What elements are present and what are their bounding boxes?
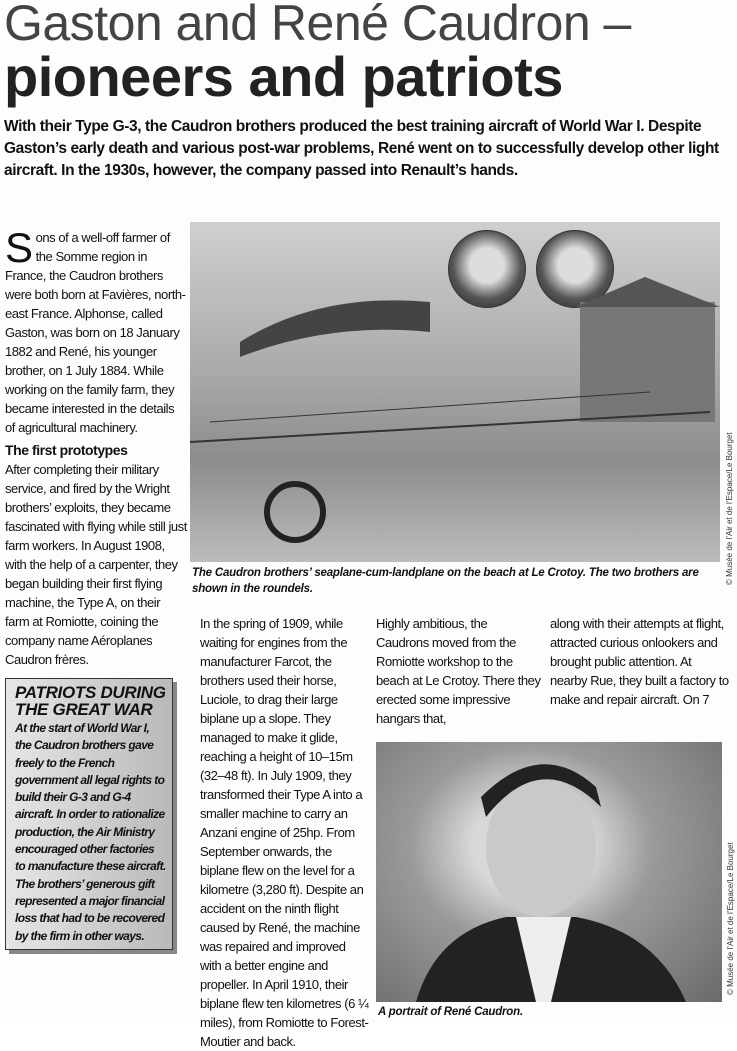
drop-cap: S [5, 224, 33, 271]
sidebar-heading: PATRIOTS DURING THE GREAT WAR [15, 683, 166, 719]
photo-credit-1: © Musée de l’Air et de l’Espace/Le Bourget [725, 432, 734, 585]
column-1 [5, 224, 187, 669]
title-line-2: pioneers and patriots [4, 45, 563, 108]
rene-portrait-photo [376, 742, 722, 1002]
title-line-1: Gaston and René Caudron – [4, 0, 631, 51]
photo-caption-2: A portrait of René Caudron. [378, 1006, 523, 1018]
column-2: In the spring of 1909, while waiting for engines from the manufacturer Farcot, the brothers used their horse, Luciole, to drag their large biplane up a slope. They managed to make it glide, reaching a height of 10–15m (32–48 ft). In July 1909, they transformed their Type A into a smaller machine to carry an Anzani engine of 25hp. From September onwards, the biplane flew on the level for a kilometre (3,280 ft). Despite an accident on the ninth flight caused by René, the machine was repaired and improved with a better engine and propeller. In April 1910, their biplane flew ten kilometres (6 ¼ miles), from Romiotte to Forest-Moutier and back. [200, 616, 369, 1049]
paragraph-2: After completing their military service, and fired by the Wright brothers’ exploits, they became fascinated with flying while still just farm workers. In August 1908, with the help of a carpenter, they began building their first flying machine, the Type A, on their farm at Romiotte, coining the company name Aéroplanes Caudron frères. [5, 462, 187, 667]
photo-credit-2: © Musée de l’Air et de l’Espace/Le Bourget [726, 842, 735, 995]
photo-caption-1: The Caudron brothers’ seaplane-cum-landplane on the beach at Le Crotoy. The two brothers are shown in the roundels. [192, 567, 699, 595]
intro-paragraph: With their Type G-3, the Caudron brothers produced the best training aircraft of World War I. Despite Gaston’s early death and various post-war problems, René went on to successfully develop other light aircraft. In the 1930s, however, the company passed into Renault’s hands. [4, 118, 719, 179]
column-3: Highly ambitious, the Caudrons moved from the Romiotte workshop to the beach at Le Crotoy. There they erected some impressive hangars that, [376, 616, 541, 726]
paragraph-1: ons of a well-off farmer of the Somme region in France, the Caudron brothers were both born at Favières, north-east France. Alphonse, called Gaston, was born on 18 January 1882 and René, his younger brother, on 1 July 1884. While working on the family farm, they became interested in the details of agricultural machinery. [5, 230, 186, 435]
sidebar-body: At the start of World War I, the Caudron brothers gave freely to the French government all legal rights to build their G-3 and G-4 aircraft. In order to rationalize production, the Air Ministry encouraged other factories to manufacture these aircraft. The brothers’ generous gift represented a major financial loss that had to be recovered by the firm in other ways. [15, 721, 166, 943]
column-4: along with their attempts at flight, attracted curious onlookers and brought public attention. At nearby Rue, they built a factory to make and repair aircraft. On 7 [550, 616, 729, 707]
portrait-illustration [376, 742, 722, 1002]
biplane-photo [190, 222, 720, 562]
sidebar-box [5, 678, 173, 950]
subheading: The first prototypes [5, 442, 128, 458]
biplane-illustration [190, 222, 720, 562]
